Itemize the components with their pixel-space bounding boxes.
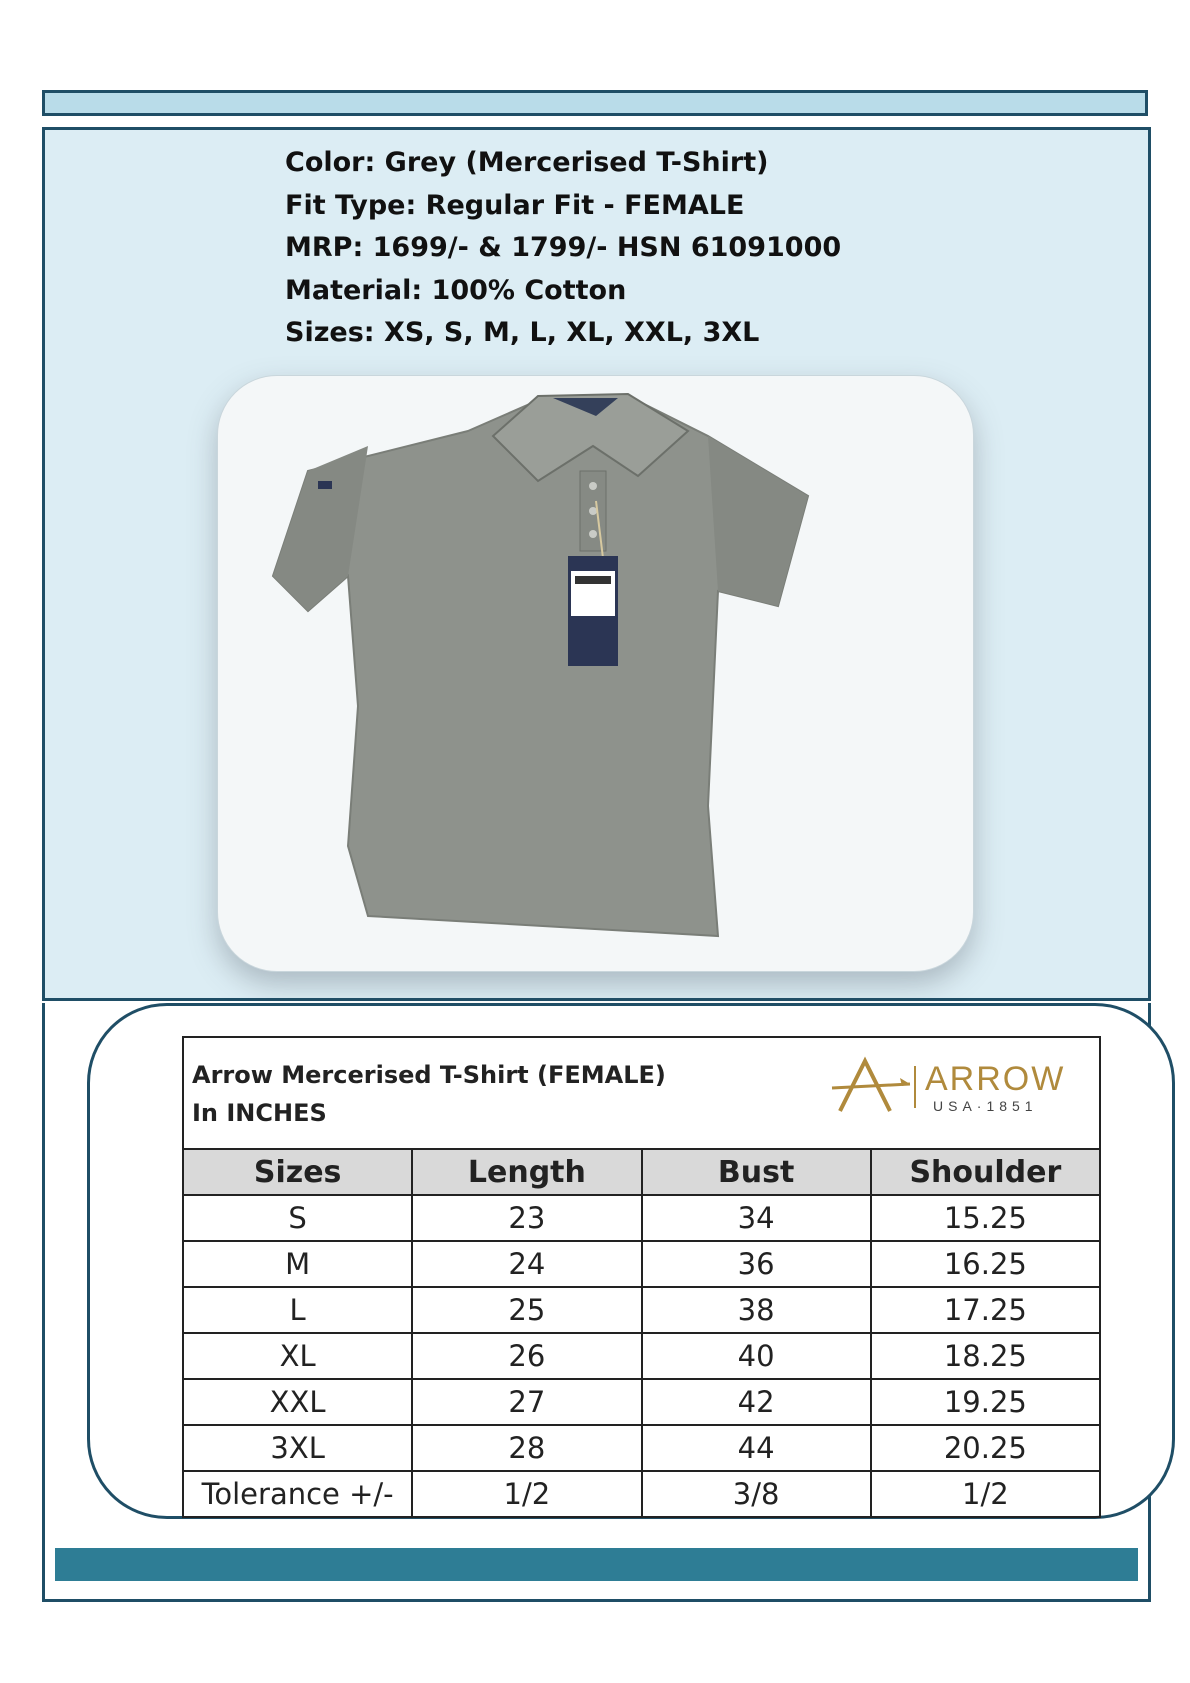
cell-size: 3XL — [183, 1425, 412, 1471]
cell-shoulder: 1/2 — [871, 1471, 1100, 1517]
shirt-right-sleeve — [708, 436, 808, 606]
cell-length: 25 — [412, 1287, 641, 1333]
size-chart-title — [192, 1056, 666, 1132]
tag-barcode — [575, 576, 611, 584]
spec-sizes: Sizes: XS, S, M, L, XL, XXL, 3XL — [285, 317, 760, 348]
cell-shoulder: 15.25 — [871, 1195, 1100, 1241]
cell-length: 1/2 — [412, 1471, 641, 1517]
cell-shoulder: 17.25 — [871, 1287, 1100, 1333]
table-row — [183, 1195, 1100, 1241]
shirt-button-2 — [589, 507, 597, 515]
arrow-logo-text: ARROW — [925, 1060, 1066, 1098]
cell-bust: 40 — [642, 1333, 871, 1379]
product-info-panel — [42, 127, 1151, 1001]
cell-shoulder: 20.25 — [871, 1425, 1100, 1471]
cell-bust: 38 — [642, 1287, 871, 1333]
cell-size: Tolerance +/- — [183, 1471, 412, 1517]
cell-bust: 44 — [642, 1425, 871, 1471]
top-decorative-bar — [42, 90, 1148, 116]
cell-length: 28 — [412, 1425, 641, 1471]
cell-size: XXL — [183, 1379, 412, 1425]
cell-size: S — [183, 1195, 412, 1241]
product-photo — [217, 375, 974, 972]
table-row-tolerance — [183, 1471, 1100, 1517]
table-row — [183, 1425, 1100, 1471]
size-table-header-row — [183, 1149, 1100, 1195]
table-row — [183, 1379, 1100, 1425]
cell-length: 27 — [412, 1379, 641, 1425]
shirt-button-3 — [589, 530, 597, 538]
tshirt-illustration — [218, 376, 973, 971]
arrow-logo — [830, 1056, 1085, 1116]
spec-fit-type: Fit Type: Regular Fit - FEMALE — [285, 189, 745, 221]
arrow-logo-subtext: USA·1851 — [933, 1098, 1038, 1114]
cell-shoulder: 19.25 — [871, 1379, 1100, 1425]
column-header-shoulder: Shoulder — [871, 1149, 1100, 1195]
column-header-sizes: Sizes — [183, 1149, 412, 1195]
cell-shoulder: 18.25 — [871, 1333, 1100, 1379]
size-chart-panel — [42, 1003, 1151, 1602]
size-chart-title-line2: In INCHES — [192, 1099, 327, 1127]
cell-length: 24 — [412, 1241, 641, 1287]
spec-material: Material: 100% Cotton — [285, 274, 627, 306]
product-specs — [285, 142, 841, 355]
size-chart — [182, 1036, 1101, 1518]
spec-mrp: MRP: 1699/- & 1799/- HSN 61091000 — [285, 232, 842, 263]
cell-bust: 42 — [642, 1379, 871, 1425]
table-row — [183, 1287, 1100, 1333]
cell-bust: 36 — [642, 1241, 871, 1287]
cell-size: XL — [183, 1333, 412, 1379]
column-header-bust: Bust — [642, 1149, 871, 1195]
cell-bust: 3/8 — [642, 1471, 871, 1517]
table-row — [183, 1333, 1100, 1379]
cell-shoulder: 16.25 — [871, 1241, 1100, 1287]
cell-size: L — [183, 1287, 412, 1333]
cell-length: 23 — [412, 1195, 641, 1241]
cell-length: 26 — [412, 1333, 641, 1379]
size-chart-header — [182, 1036, 1101, 1148]
size-chart-title-line1: Arrow Mercerised T-Shirt (FEMALE) — [192, 1061, 666, 1089]
arrow-logo-mark — [830, 1056, 920, 1116]
size-table — [182, 1148, 1101, 1518]
sleeve-badge — [318, 481, 332, 489]
spec-color: Color: Grey (Mercerised T-Shirt) — [285, 147, 769, 178]
shirt-button-1 — [589, 482, 597, 490]
table-row — [183, 1241, 1100, 1287]
size-chart-frame — [87, 1003, 1175, 1519]
bottom-decorative-bar — [55, 1548, 1138, 1581]
cell-size: M — [183, 1241, 412, 1287]
column-header-length: Length — [412, 1149, 641, 1195]
cell-bust: 34 — [642, 1195, 871, 1241]
